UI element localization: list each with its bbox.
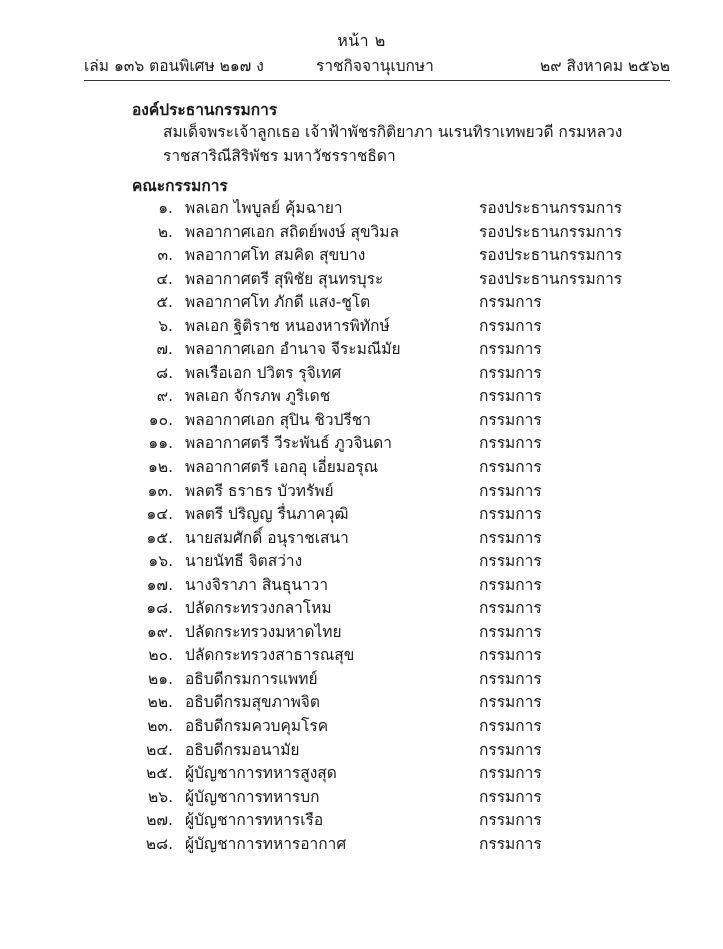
header-divider xyxy=(84,80,670,81)
member-role: กรรมการ xyxy=(479,316,542,335)
committee-member-row xyxy=(132,784,652,808)
member-role: กรรมการ xyxy=(479,340,542,359)
member-role: กรรมการ xyxy=(479,458,542,477)
member-number: ๗. xyxy=(156,340,173,359)
member-name: ปลัดกระทรวงกลาโหม xyxy=(185,599,332,618)
member-name: พลอากาศตรี สุพิชัย สุนทรบุระ xyxy=(185,269,384,288)
committee-member-row xyxy=(132,454,652,478)
member-name: นางจิราภา สินธุนาวา xyxy=(185,575,329,594)
member-number: ๑๒. xyxy=(148,458,173,477)
member-number: ๖. xyxy=(158,316,173,335)
member-role: กรรมการ xyxy=(479,764,542,783)
member-name: พลอากาศตรี วีระพันธ์ ภูวจินดา xyxy=(185,434,392,453)
member-name: อธิบดีกรมอนามัย xyxy=(185,740,300,759)
committee-member-row xyxy=(132,501,652,525)
member-number: ๒๓. xyxy=(147,717,173,736)
committee-heading: คณะกรรมการ xyxy=(132,177,228,195)
member-number: ๒๘. xyxy=(145,834,173,853)
committee-member-row xyxy=(132,360,652,384)
committee-member-row xyxy=(132,831,652,855)
member-number: ๒๔. xyxy=(146,740,173,759)
member-role: กรรมการ xyxy=(479,740,542,759)
member-number: ๑๑. xyxy=(148,434,173,453)
member-number: ๓. xyxy=(157,246,173,265)
member-role: กรรมการ xyxy=(479,787,542,806)
member-number: ๑๘. xyxy=(146,599,173,618)
page-number: หน้า ๒ xyxy=(337,31,386,50)
committee-member-row xyxy=(132,313,652,337)
committee-member-row xyxy=(132,336,652,360)
member-role: กรรมการ xyxy=(479,646,542,665)
member-role: กรรมการ xyxy=(479,528,542,547)
member-number: ๑๗. xyxy=(146,575,173,594)
member-role: รองประธานกรรมการ xyxy=(479,199,623,217)
member-role: รองประธานกรรมการ xyxy=(479,222,623,241)
member-number: ๑๙. xyxy=(146,622,173,641)
member-number: ๕. xyxy=(156,293,173,312)
committee-member-row xyxy=(132,407,652,431)
member-role: กรรมการ xyxy=(479,293,542,312)
member-name: อธิบดีกรมสุขภาพจิต xyxy=(185,693,320,712)
member-role: กรรมการ xyxy=(479,717,542,736)
member-role: กรรมการ xyxy=(479,387,542,406)
member-name: พลอากาศโท ภักดี แสง-ชูโต xyxy=(185,293,371,312)
member-number: ๑๖. xyxy=(148,552,173,571)
committee-member-row xyxy=(132,430,652,454)
committee-member-row xyxy=(132,807,652,831)
member-name: พลอากาศตรี เอกอุ เอี่ยมอรุณ xyxy=(185,458,379,477)
member-number: ๔. xyxy=(156,269,173,288)
gazette-header xyxy=(84,53,670,75)
member-role: กรรมการ xyxy=(479,834,542,853)
member-name: ผู้บัญชาการทหารสูงสุด xyxy=(185,764,337,783)
member-name: ผู้บัญชาการทหารบก xyxy=(185,787,320,806)
member-number: ๒๕. xyxy=(146,764,173,783)
member-name: ปลัดกระทรวงมหาดไทย xyxy=(185,622,342,641)
member-name: พลเอก จักรภพ ภูริเดช xyxy=(185,387,331,406)
member-role: กรรมการ xyxy=(479,410,542,429)
committee-member-row xyxy=(132,266,652,290)
member-name: พลเอก ไพบูลย์ คุ้มฉายา xyxy=(185,199,343,217)
member-role: กรรมการ xyxy=(479,481,542,500)
committee-member-list xyxy=(132,195,652,854)
committee-member-row xyxy=(132,595,652,619)
committee-member-row xyxy=(132,242,652,266)
member-role: รองประธานกรรมการ xyxy=(479,246,623,265)
member-number: ๑๓. xyxy=(147,481,173,500)
member-name: นายนัทธี จิตสว่าง xyxy=(185,552,303,571)
member-role: กรรมการ xyxy=(479,575,542,594)
member-number: ๑๔. xyxy=(146,505,173,524)
honorary-chair-name: สมเด็จพระเจ้าลูกเธอ เจ้าฟ้าพัชรกิติยาภา นเรนทิราเทพยวดี กรมหลวงราชสาริณีสิริพัชร มหาวัชรราชธิดา xyxy=(163,123,623,165)
member-role: กรรมการ xyxy=(479,434,542,453)
member-name: พลอากาศเอก สถิตย์พงษ์ สุขวิมล xyxy=(185,222,399,241)
member-number: ๒๐. xyxy=(148,646,173,665)
committee-member-row xyxy=(132,548,652,572)
member-role: กรรมการ xyxy=(479,693,542,712)
member-number: ๒๑. xyxy=(148,669,173,688)
committee-member-row xyxy=(132,289,652,313)
member-role: กรรมการ xyxy=(479,599,542,618)
committee-member-row xyxy=(132,383,652,407)
committee-member-row xyxy=(132,737,652,761)
committee-member-row xyxy=(132,713,652,737)
member-name: ปลัดกระทรวงสาธารณสุข xyxy=(185,646,355,665)
member-name: พลเอก ฐิติราช หนองหารพิทักษ์ xyxy=(185,316,390,335)
member-number: ๑๕. xyxy=(146,528,173,547)
member-name: นายสมศักดิ์ อนุราชเสนา xyxy=(185,528,349,547)
committee-member-row xyxy=(132,219,652,243)
committee-member-row xyxy=(132,642,652,666)
member-number: ๘. xyxy=(156,363,173,382)
member-role: กรรมการ xyxy=(479,552,542,571)
member-name: พลเรือเอก ปวิตร รุจิเทศ xyxy=(185,363,342,382)
member-number: ๒. xyxy=(157,222,173,241)
member-role: กรรมการ xyxy=(479,622,542,641)
member-name: พลตรี ธราธร บัวทรัพย์ xyxy=(185,481,334,500)
member-name: พลอากาศเอก อำนาจ จีระมณีมัย xyxy=(185,340,401,359)
committee-member-row xyxy=(132,478,652,502)
publication-date: ๒๙ สิงหาคม ๒๕๖๒ xyxy=(540,57,670,75)
member-name: อธิบดีกรมควบคุมโรค xyxy=(185,717,329,736)
member-name: พลตรี ปริญญ รื่นภาควุฒิ xyxy=(185,505,349,524)
member-number: ๑๐. xyxy=(148,410,173,429)
committee-member-row xyxy=(132,619,652,643)
member-name: พลอากาศโท สมคิด สุขบาง xyxy=(185,246,366,265)
member-name: พลอากาศเอก สุปิน ชิวปรีชา xyxy=(185,410,372,429)
member-number: ๙. xyxy=(156,387,173,406)
member-number: ๒๗. xyxy=(146,811,173,830)
member-number: ๑. xyxy=(158,199,173,217)
member-name: ผู้บัญชาการทหารอากาศ xyxy=(185,834,347,853)
gazette-title: ราชกิจจานุเบกษา xyxy=(316,57,434,75)
committee-member-row xyxy=(132,760,652,784)
committee-member-row xyxy=(132,689,652,713)
member-number: ๒๒. xyxy=(147,693,173,712)
member-role: กรรมการ xyxy=(479,669,542,688)
committee-member-row xyxy=(132,666,652,690)
member-number: ๒๖. xyxy=(148,787,173,806)
member-role: กรรมการ xyxy=(479,363,542,382)
member-role: กรรมการ xyxy=(479,811,542,830)
member-role: รองประธานกรรมการ xyxy=(479,269,623,288)
committee-member-row xyxy=(132,525,652,549)
committee-member-row xyxy=(132,195,652,219)
volume-issue: เล่ม ๑๓๖ ตอนพิเศษ ๒๑๗ ง xyxy=(84,57,264,75)
committee-member-row xyxy=(132,572,652,596)
member-role: กรรมการ xyxy=(479,505,542,524)
honorary-chair-heading: องค์ประธานกรรมการ xyxy=(132,101,278,119)
member-name: อธิบดีกรมการแพทย์ xyxy=(185,669,318,688)
member-name: ผู้บัญชาการทหารเรือ xyxy=(185,811,324,830)
